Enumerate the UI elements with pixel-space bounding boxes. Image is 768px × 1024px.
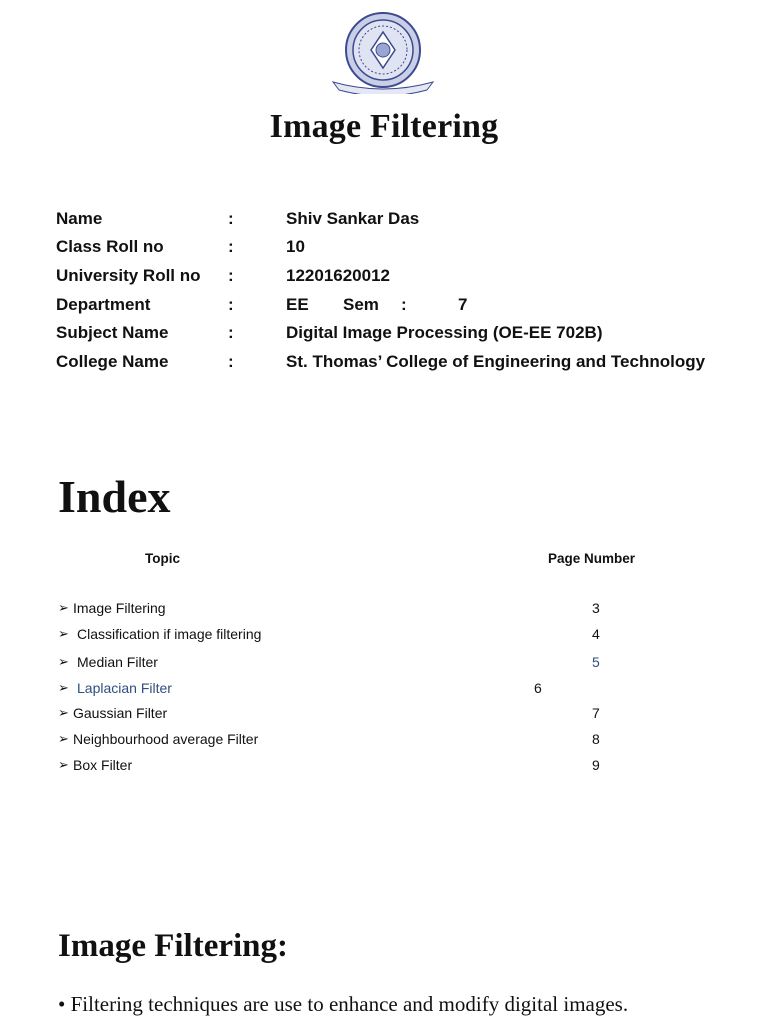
index-page-number: 9 bbox=[592, 757, 600, 773]
name-label: Name bbox=[56, 209, 103, 228]
class-roll-label: Class Roll no bbox=[56, 237, 164, 256]
index-topic: Image Filtering bbox=[73, 600, 166, 616]
separator: : bbox=[228, 209, 234, 228]
department-label: Department bbox=[56, 295, 151, 314]
arrow-bullet-icon: ➢ bbox=[58, 731, 69, 746]
separator: : bbox=[228, 295, 234, 314]
index-page-number: 7 bbox=[592, 705, 600, 721]
arrow-bullet-icon: ➢ bbox=[58, 654, 69, 669]
index-page-number: 6 bbox=[534, 680, 542, 696]
index-item bbox=[0, 705, 768, 725]
college-logo bbox=[331, 10, 435, 94]
arrow-bullet-icon: ➢ bbox=[58, 600, 69, 615]
index-page-number: 4 bbox=[592, 626, 600, 642]
index-heading: Index bbox=[58, 471, 171, 522]
index-page-number: 5 bbox=[592, 654, 600, 670]
section-paragraph: • Filtering techniques are use to enhance and modify digital images. bbox=[58, 992, 629, 1016]
separator: : bbox=[401, 295, 407, 314]
info-row-department bbox=[0, 295, 768, 319]
separator: : bbox=[228, 266, 234, 285]
university-roll-label: University Roll no bbox=[56, 266, 201, 285]
separator: : bbox=[228, 352, 234, 371]
info-row-university-roll bbox=[0, 266, 768, 290]
index-item bbox=[0, 600, 768, 620]
department-value: EE bbox=[286, 295, 309, 314]
info-row-name bbox=[0, 209, 768, 233]
page-number-column-header: Page Number bbox=[548, 551, 636, 566]
index-page-number: 3 bbox=[592, 600, 600, 616]
sem-label: Sem bbox=[343, 295, 379, 314]
document-title: Image Filtering bbox=[269, 108, 499, 145]
college-label: College Name bbox=[56, 352, 169, 371]
separator: : bbox=[228, 323, 234, 342]
info-row-college bbox=[0, 352, 768, 376]
index-topic: Classification if image filtering bbox=[77, 626, 262, 642]
index-item bbox=[0, 731, 768, 751]
index-page-number: 8 bbox=[592, 731, 600, 747]
index-topic: Laplacian Filter bbox=[77, 680, 172, 696]
index-item bbox=[0, 626, 768, 646]
arrow-bullet-icon: ➢ bbox=[58, 680, 69, 695]
arrow-bullet-icon: ➢ bbox=[58, 757, 69, 772]
index-topic: Box Filter bbox=[73, 757, 133, 773]
topic-column-header: Topic bbox=[145, 551, 180, 566]
index-item bbox=[0, 680, 768, 700]
arrow-bullet-icon: ➢ bbox=[58, 705, 69, 720]
index-topic: Gaussian Filter bbox=[73, 705, 168, 721]
index-item bbox=[0, 654, 768, 674]
college-value: St. Thomas’ College of Engineering and Technology bbox=[286, 352, 706, 371]
class-roll-value: 10 bbox=[286, 237, 305, 256]
info-row-class-roll bbox=[0, 237, 768, 261]
index-topic: Neighbourhood average Filter bbox=[73, 731, 259, 747]
subject-value: Digital Image Processing (OE-EE 702B) bbox=[286, 323, 603, 342]
arrow-bullet-icon: ➢ bbox=[58, 626, 69, 641]
subject-label: Subject Name bbox=[56, 323, 169, 342]
sem-value: 7 bbox=[458, 295, 468, 314]
name-value: Shiv Sankar Das bbox=[286, 209, 420, 228]
college-emblem-icon bbox=[331, 10, 435, 94]
section-heading: Image Filtering: bbox=[58, 928, 289, 964]
info-row-subject bbox=[0, 323, 768, 347]
separator: : bbox=[228, 237, 234, 256]
university-roll-value: 12201620012 bbox=[286, 266, 391, 285]
index-topic: Median Filter bbox=[77, 654, 158, 670]
index-item bbox=[0, 757, 768, 777]
